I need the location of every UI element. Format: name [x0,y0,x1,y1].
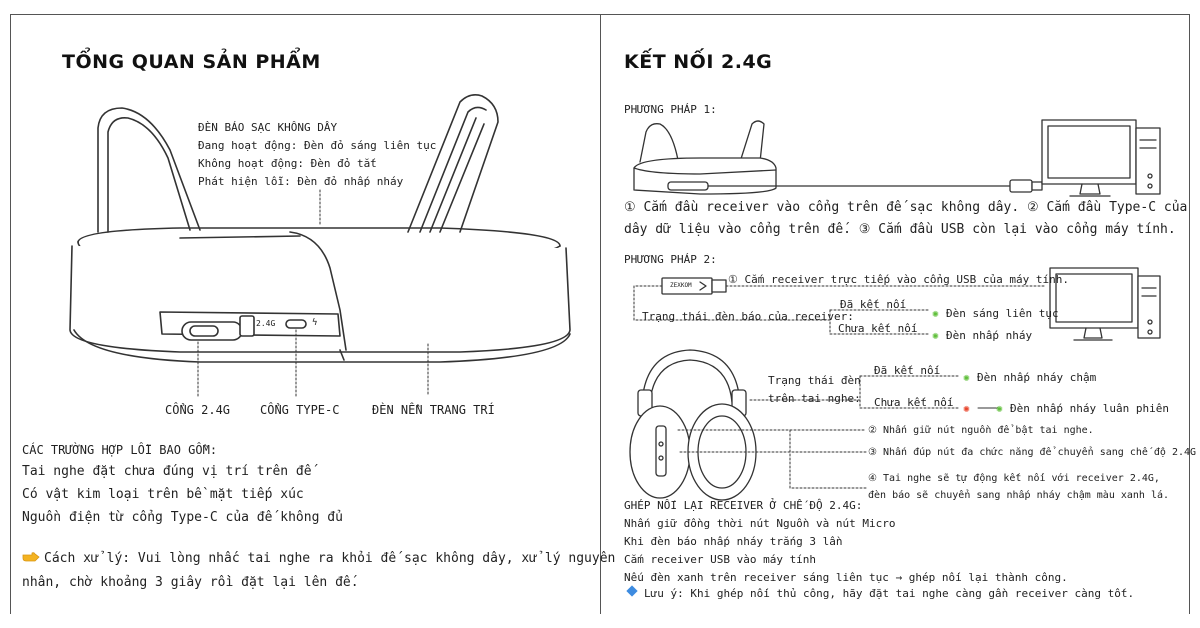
indicator-line-1: Đang hoạt động: Đèn đỏ sáng liên tục [198,139,437,152]
red-light-icon: ✺ [963,402,970,415]
headset-step3: ③ Nhấn đúp nút đa chức năng để chuyển sang chế độ 2.4G [868,447,1197,458]
indicator-line-2: Không hoạt động: Đèn đỏ tắt [198,157,377,170]
errors-heading: CÁC TRƯỜNG HỢP LỖI BAO GỒM: [22,443,218,457]
port-typec-label: CỔNG TYPE-C [260,403,340,417]
repair-step-1: Nhấn giữ đồng thời nút Nguồn và nút Micro [624,517,896,530]
overview-title: TỔNG QUAN SẢN PHẨM [62,51,321,73]
indicator-line-3: Phát hiện lỗi: Đèn đỏ nhấp nháy [198,175,404,188]
headset-connected-light: Đèn nhấp nháy chậm [977,371,1097,384]
method2-step1: ① Cắm receiver trực tiếp vào cổng USB của máy tính. [728,273,1069,286]
headset-step4-line-1: ④ Tai nghe sẽ tự động kết nối với receiver 2.4G, [868,473,1160,484]
green-light-icon: ✺ [932,329,939,342]
headset-not-connected: Chưa kết nối [874,396,954,409]
headset-status-line-1: Trạng thái đèn [768,374,861,387]
decor-light-label: ĐÈN NỀN TRANG TRÍ [372,403,495,417]
fix-line-1: Cách xử lý: Vui lòng nhấc tai nghe ra khỏi đế sạc không dây, xử lý nguyên [44,551,616,566]
method1-line-1: ① Cắm đầu receiver vào cổng trên đế sạc không dây. ② Cắm đầu Type-C của [624,200,1188,215]
method1-heading: PHƯƠNG PHÁP 1: [624,103,717,116]
headset-step2: ② Nhấn giữ nút nguồn để bật tai nghe. [868,425,1094,436]
error-item-1: Tai nghe đặt chưa đúng vị trí trên đế [22,464,312,479]
headset-status-line-2: trên tai nghe: [768,392,861,405]
repair-heading: GHÉP NỐI LẠI RECEIVER Ở CHẾ ĐỘ 2.4G: [624,499,863,512]
method1-line-2: dây dữ liệu vào cổng trên đế. ③ Cắm đầu USB còn lại vào cổng máy tính. [624,222,1176,237]
connect-title: KẾT NỐI 2.4G [624,51,773,73]
repair-step-4: Nếu đèn xanh trên receiver sáng liên tục → ghép nối lại thành công. [624,571,1068,584]
green-light-icon: ✺ [996,402,1003,415]
receiver-brand: ZEXKOM [670,282,692,289]
method2-heading: PHƯƠNG PHÁP 2: [624,253,717,266]
headset-step4-line-2: đèn báo sẽ chuyển sang nhấp nháy chậm màu xanh lá. [868,490,1170,501]
green-light-icon: ✺ [963,371,970,384]
base-2.4g-label: 2.4G [256,319,276,328]
headset-connected: Đã kết nối [874,364,941,377]
port-2.4g-label: CỔNG 2.4G [165,403,231,417]
receiver-connected-light: Đèn sáng liên tục [946,307,1059,320]
receiver-status-label: Trạng thái đèn báo của receiver: [642,310,854,323]
receiver-not-connected: Chưa kết nối [838,322,918,335]
error-item-2: Có vật kim loại trên bề mặt tiếp xúc [22,487,304,502]
repair-note: Lưu ý: Khi ghép nối thủ công, hãy đặt tai nghe càng gần receiver càng tốt. [644,587,1135,600]
receiver-not-connected-light: Đèn nhấp nháy [946,329,1033,342]
repair-step-2: Khi đèn báo nhấp nháy trắng 3 lần [624,535,843,548]
lightning-icon: ϟ [312,318,318,328]
repair-step-3: Cắm receiver USB vào máy tính [624,553,817,566]
green-light-icon: ✺ [932,307,939,320]
error-item-3: Nguồn điện từ cổng Type-C của đế không đủ [22,510,343,525]
fix-line-2: nhân, chờ khoảng 3 giây rồi đặt lại lên đế. [22,575,359,590]
headset-not-connected-light: Đèn nhấp nháy luân phiên [1010,402,1169,415]
indicator-heading: ĐÈN BÁO SẠC KHÔNG DÂY [198,121,338,134]
receiver-connected: Đã kết nối [840,298,907,311]
